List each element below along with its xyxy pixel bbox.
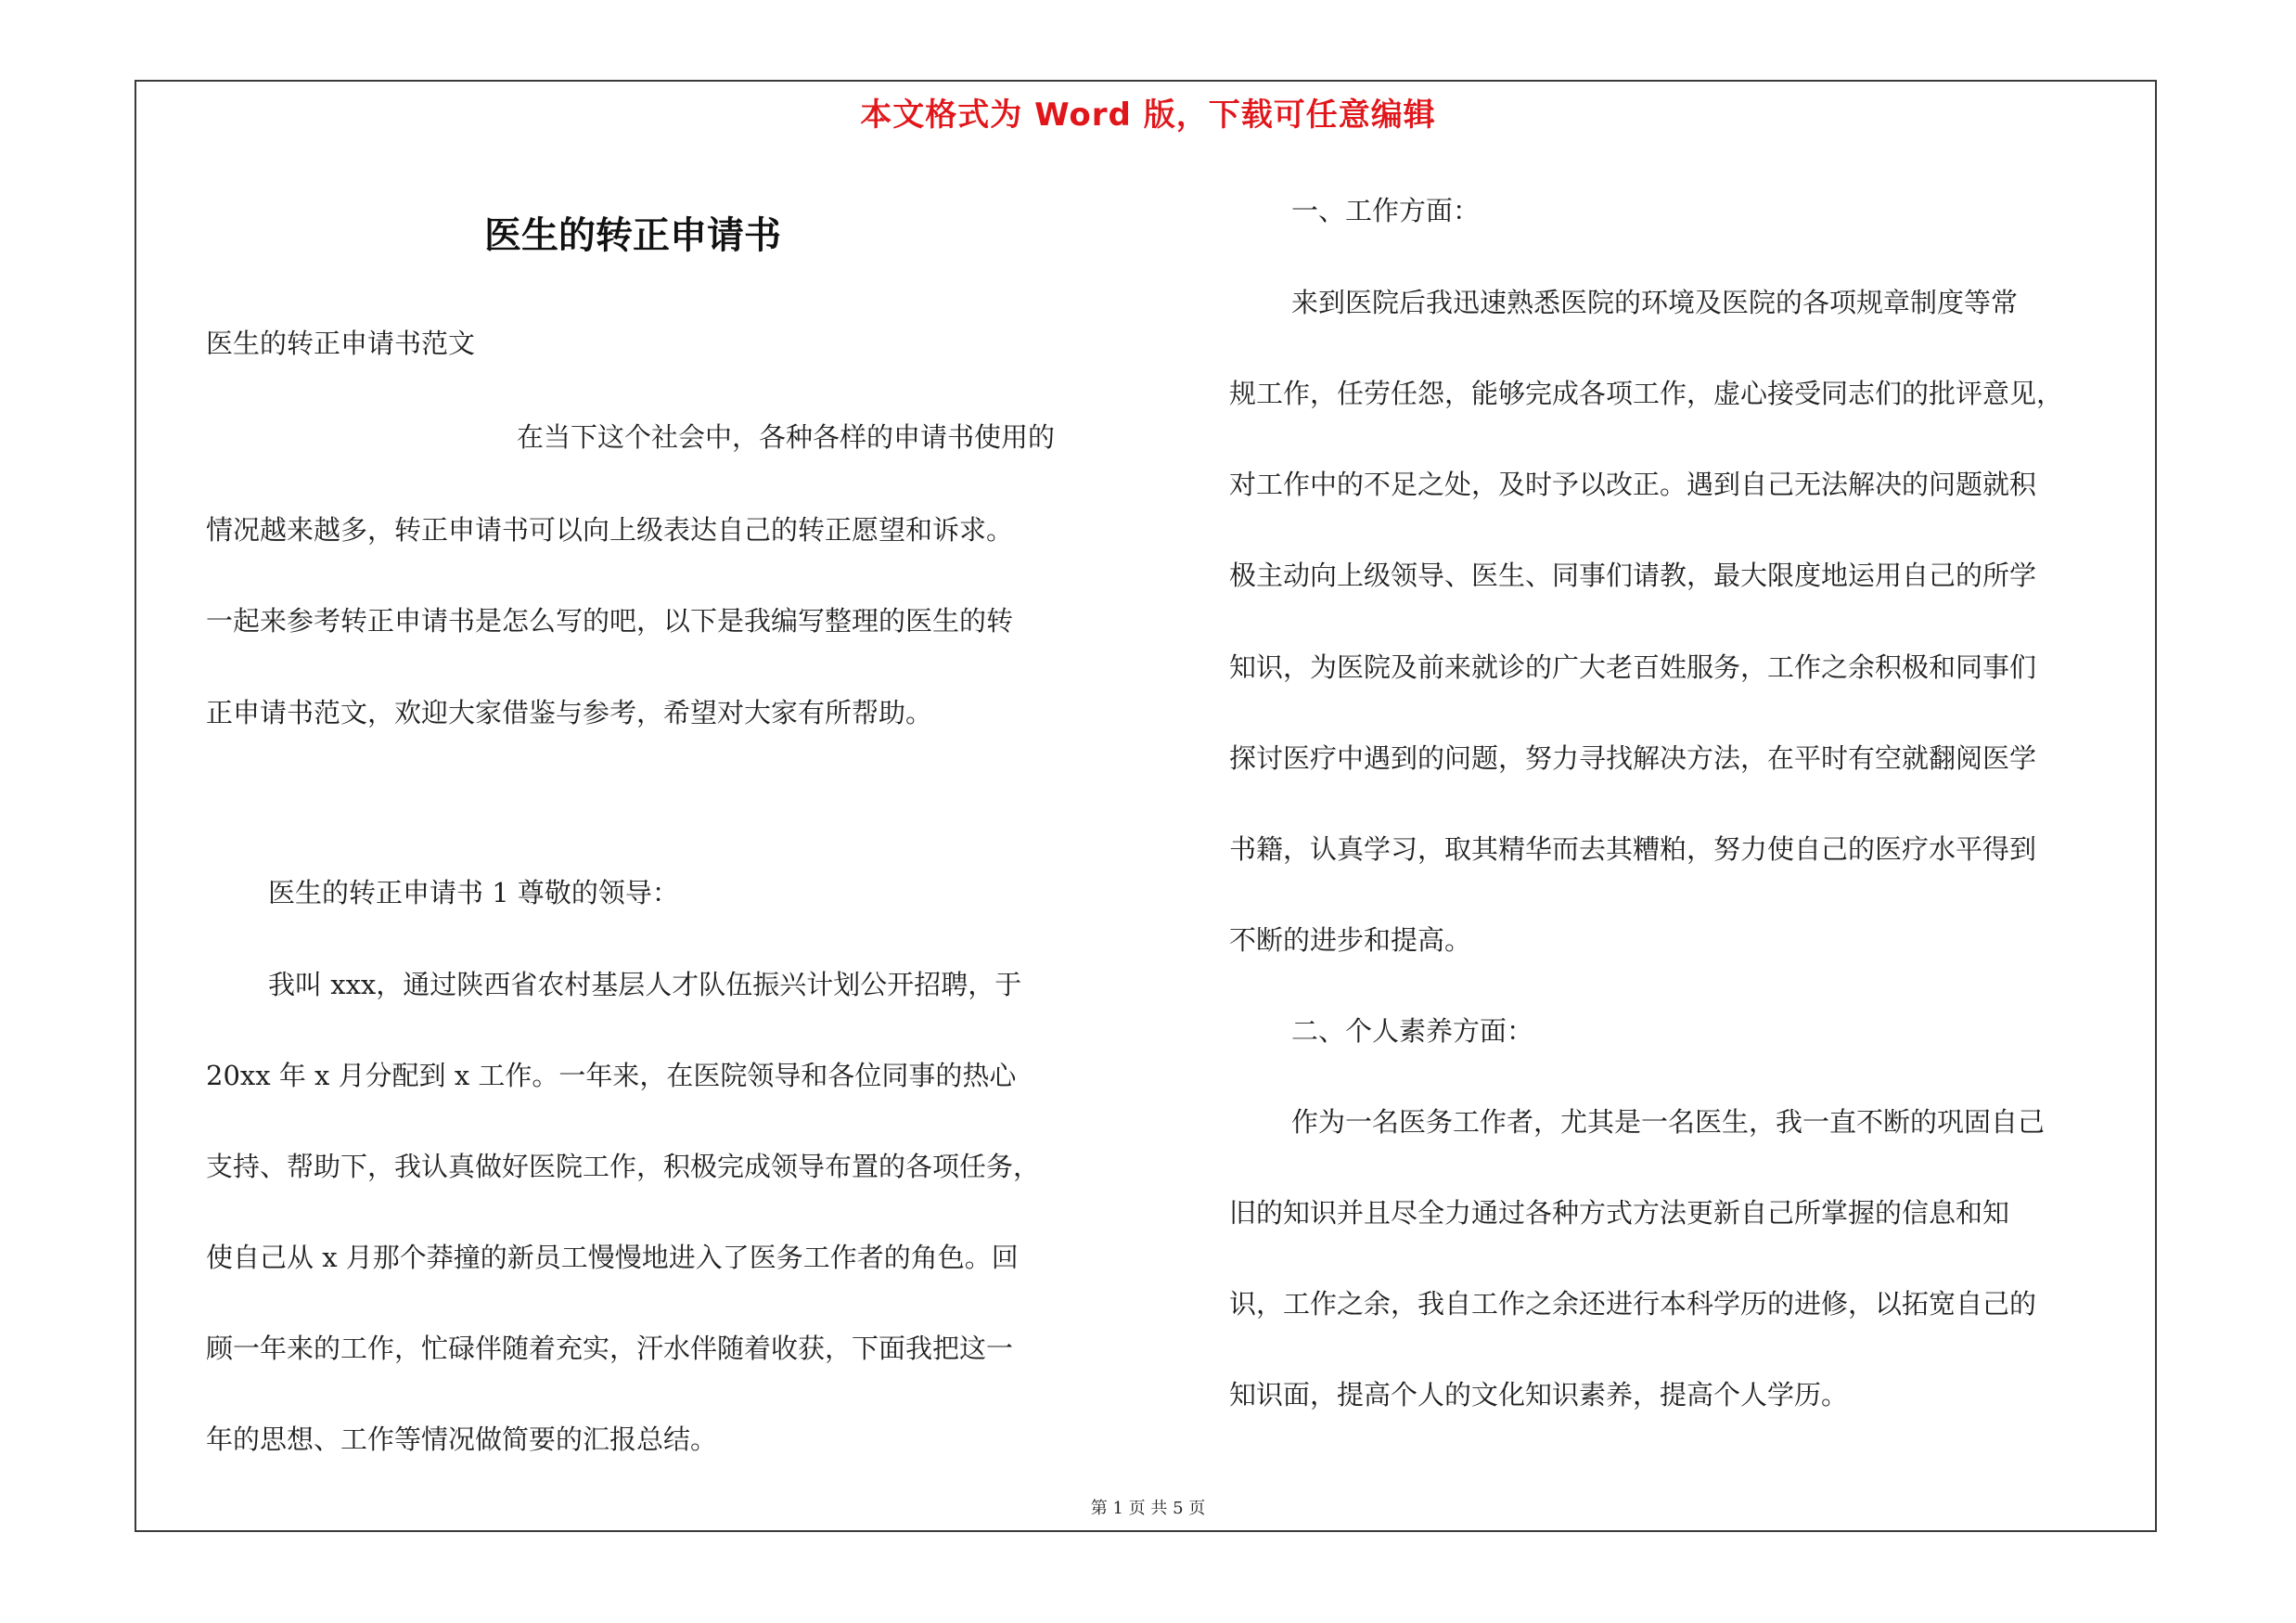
page-number: 第 1 页 共 5 页: [1090, 1499, 1206, 1518]
paragraph-line: 我叫 xxx，通过陕西省农村基层人才队伍振兴计划公开招聘，于: [268, 969, 1022, 1000]
paragraph-line: 识，工作之余，我自工作之余还进行本科学历的进修，以拓宽自己的: [1229, 1288, 2037, 1320]
paragraph-line: 正申请书范文，欢迎大家借鉴与参考，希望对大家有所帮助。: [206, 697, 933, 728]
paragraph-line: 知识面，提高个人的文化知识素养，提高个人学历。: [1229, 1379, 1849, 1410]
paragraph-line: 极主动向上级领导、医生、同事们请教，最大限度地运用自己的所学: [1229, 560, 2037, 591]
paragraph-line: 支持、帮助下，我认真做好医院工作，积极完成领导布置的各项任务，: [206, 1151, 1041, 1182]
paragraph-line: 医生的转正申请书范文: [206, 328, 476, 359]
paragraph-line: 对工作中的不足之处，及时予以改正。遇到自己无法解决的问题就积: [1229, 469, 2037, 500]
paragraph-line: 来到医院后我迅速熟悉医院的环境及医院的各项规章制度等常: [1291, 287, 2019, 318]
paragraph-line: 情况越来越多，转正申请书可以向上级表达自己的转正愿望和诉求。: [206, 514, 1014, 546]
paragraph-line: 规工作，任劳任怨，能够完成各项工作，虚心接受同志们的批评意见，: [1229, 378, 2064, 409]
paragraph-line: 不断的进步和提高。: [1229, 924, 1472, 956]
paragraph-line: 年的思想、工作等情况做简要的汇报总结。: [206, 1423, 718, 1455]
paragraph-line: 作为一名医务工作者，尤其是一名医生，我一直不断的巩固自己: [1291, 1106, 2046, 1138]
paragraph-line: 20xx 年 x 月分配到 x 工作。一年来，在医院领导和各位同事的热心: [206, 1060, 1017, 1091]
paragraph-line: 旧的知识并且尽全力通过各种方式方法更新自己所掌握的信息和知: [1229, 1197, 2010, 1229]
document-title: 医生的转正申请书: [484, 214, 781, 257]
paragraph-line: 顾一年来的工作，忙碌伴随着充实，汗水伴随着收获，下面我把这一: [206, 1333, 1014, 1364]
paragraph-line: 知识，为医院及前来就诊的广大老百姓服务，工作之余积极和同事们: [1229, 651, 2037, 683]
paragraph-line: 一起来参考转正申请书是怎么写的吧，以下是我编写整理的医生的转: [206, 605, 1014, 637]
paragraph-line: 在当下这个社会中，各种各样的申请书使用的: [517, 421, 1056, 453]
section-heading: 一、工作方面：: [1291, 195, 1481, 226]
paragraph-line: 探讨医疗中遇到的问题，努力寻找解决方法，在平时有空就翻阅医学: [1229, 742, 2037, 774]
format-banner: 本文格式为 Word 版，下载可任意编辑: [860, 97, 1436, 134]
paragraph-line: 书籍，认真学习，取其精华而去其糟粕，努力使自己的医疗水平得到: [1229, 833, 2037, 865]
section-heading: 二、个人素养方面：: [1291, 1015, 1534, 1047]
paragraph-line: 使自己从 x 月那个莽撞的新员工慢慢地进入了医务工作者的角色。回: [206, 1242, 1019, 1273]
paragraph-line: 医生的转正申请书 1 尊敬的领导：: [268, 877, 679, 908]
